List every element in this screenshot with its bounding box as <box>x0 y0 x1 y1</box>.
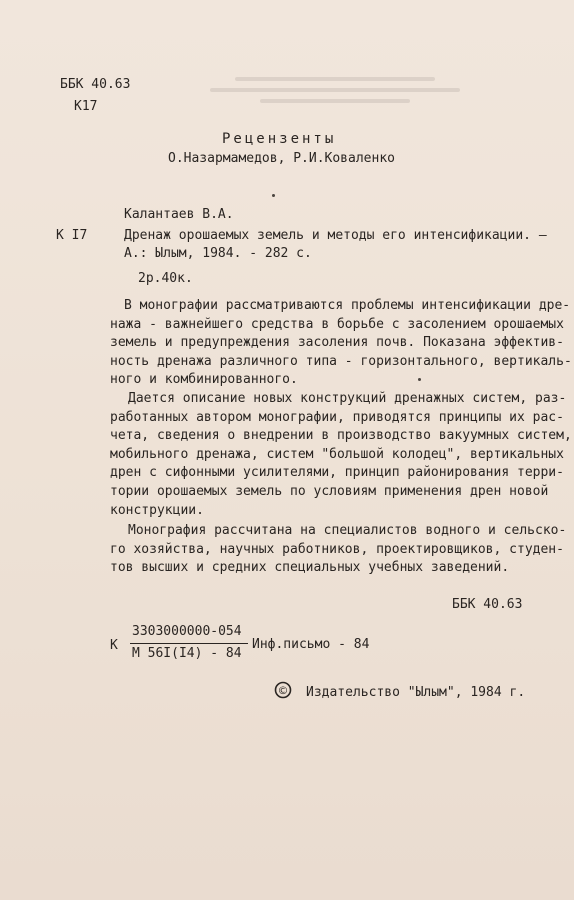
fraction-bar <box>130 643 248 644</box>
abstract-line: тории орошаемых земель по условиям применения дрен новой <box>110 483 549 499</box>
abstract-line: Дается описание новых конструкций дренажных систем, раз- <box>128 391 567 406</box>
price: 2р.40к. <box>138 271 193 286</box>
author-name: Калантаев В.А. <box>124 207 234 222</box>
abstract-line: нажа - важнейшего средства в борьбе с засолением орошаемых <box>110 316 564 332</box>
abstract-line: го хозяйства, научных работников, проектировщиков, студен- <box>110 541 564 557</box>
abstract-line: дрен с сифонными усилителями, принцип районирования терри- <box>110 465 564 481</box>
publisher-line: Издательство "Ылым", 1984 г. <box>306 685 526 700</box>
k-code-top: К17 <box>74 99 98 114</box>
abstract-line: ного и комбинированного. <box>110 372 298 388</box>
ink-speck <box>418 378 421 381</box>
abstract-line: тов высших и средних специальных учебных заведений. <box>110 560 510 576</box>
abstract-paragraph-2 <box>110 390 572 520</box>
bbk-code-bottom: ББК 40.63 <box>452 597 523 612</box>
abstract-line: мобильного дренажа, систем "большой колодец", вертикальных <box>110 446 564 462</box>
abstract-paragraph-3 <box>110 522 567 578</box>
abstract-line: чета, сведения о внедрении в производство вакуумных систем, <box>110 428 572 444</box>
reviewers-heading: Рецензенты <box>222 131 337 147</box>
book-title-line1: Дренаж орошаемых земель и методы его интенсификации. – <box>124 228 547 243</box>
fraction-denominator: М 56І(І4) - 84 <box>132 646 242 661</box>
abstract-line: работанных автором монографии, приводятся принципы их рас- <box>110 409 564 425</box>
book-title-line2: А.: Ылым, 1984. - 282 с. <box>124 246 312 261</box>
abstract-line: конструкции. <box>110 502 204 518</box>
k-index: К І7 <box>56 228 88 243</box>
fraction-numerator: 3303000000-054 <box>132 624 242 639</box>
bbk-code-top: ББК 40.63 <box>60 77 131 92</box>
info-letter: Инф.письмо - 84 <box>252 637 370 652</box>
abstract-line: В монографии рассматриваются проблемы интенсификации дре- <box>124 298 571 313</box>
abstract-paragraph-1 <box>110 297 572 390</box>
copyright-icon <box>274 681 292 699</box>
abstract-line: Монография рассчитана на специалистов водного и сельско- <box>128 523 567 538</box>
fraction-prefix: К <box>110 638 118 653</box>
copyright-symbol: © <box>277 684 289 697</box>
abstract-line: ность дренажа различного типа - горизонтального, вертикаль- <box>110 353 572 369</box>
reviewers-names: О.Назармамедов, Р.И.Коваленко <box>168 151 395 166</box>
ink-speck <box>272 194 275 197</box>
abstract-line: земель и предупреждения засоления почв. Показана эффектив- <box>110 335 564 351</box>
bleed-through-text <box>210 70 460 130</box>
